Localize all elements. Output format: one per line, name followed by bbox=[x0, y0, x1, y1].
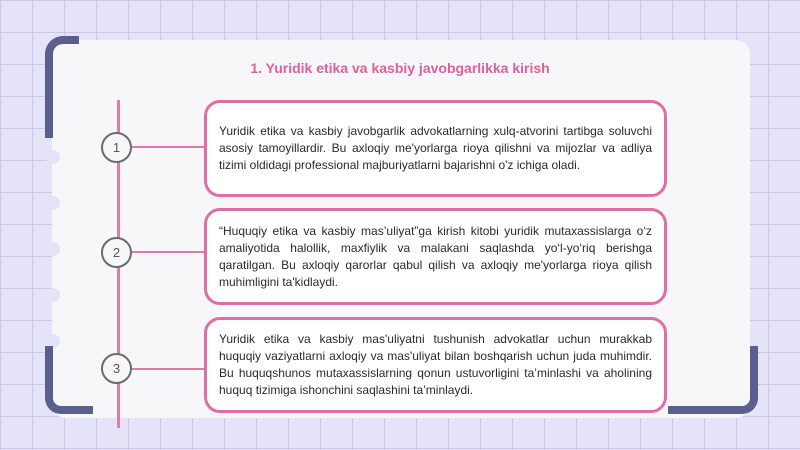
paper-notch bbox=[46, 288, 60, 302]
card-text: “Huquqiy etika va kasbiy mas’uliyat”ga kirish kitobi yuridik mutaxassislarga o‘z amaliyotida halollik, maxfiylik va malakani saqlashda yo‘l-yo‘riq berishga qaratilgan. Bu axloqiy qarorlar qabul qilish va axloqiy me'yorlarga rioya qilish muhimligini ta'kidlaydi. bbox=[219, 223, 652, 289]
step-number-badge: 1 bbox=[101, 132, 132, 163]
text-card bbox=[204, 317, 667, 413]
text-card bbox=[204, 208, 667, 305]
timeline-connector bbox=[132, 368, 206, 370]
frame-corner-bottom-left bbox=[45, 346, 93, 414]
paper-notch bbox=[46, 242, 60, 256]
timeline-connector bbox=[132, 251, 206, 253]
paper-notch bbox=[46, 196, 60, 210]
timeline-connector bbox=[132, 146, 206, 148]
frame-corner-bottom-right bbox=[668, 346, 758, 414]
page-title: 1. Yuridik etika va kasbiy javobgarlikka kirish bbox=[250, 60, 550, 76]
paper-notch bbox=[46, 150, 60, 164]
step-number-badge: 2 bbox=[101, 237, 132, 268]
card-text: Yuridik etika va kasbiy mas'uliyatni tushunish advokatlar uchun murakkab huquqiy vaziyatlarni axloqiy va mas'uliyat bilan boshqarish uchun juda muhimdir. Bu huquqshunos mutaxassislarning qonun ustuvorligini ta’minlashi va aholining huquq tizimiga ishonchini saqlashini ta’minlaydi. bbox=[219, 332, 652, 397]
card-text: Yuridik etika va kasbiy javobgarlik advokatlarning xulq-atvorini tartibga soluvchi asosiy tamoyillardir. Bu axloqiy me'yorlarga rioya qilishni va mijozlar va adliya tizimi oldidagi professional majburiyatlarni bajarishni o'z ichiga oladi. bbox=[219, 124, 652, 172]
text-card bbox=[204, 100, 667, 197]
step-number-badge: 3 bbox=[101, 353, 132, 384]
frame-corner-top-left bbox=[45, 36, 79, 138]
